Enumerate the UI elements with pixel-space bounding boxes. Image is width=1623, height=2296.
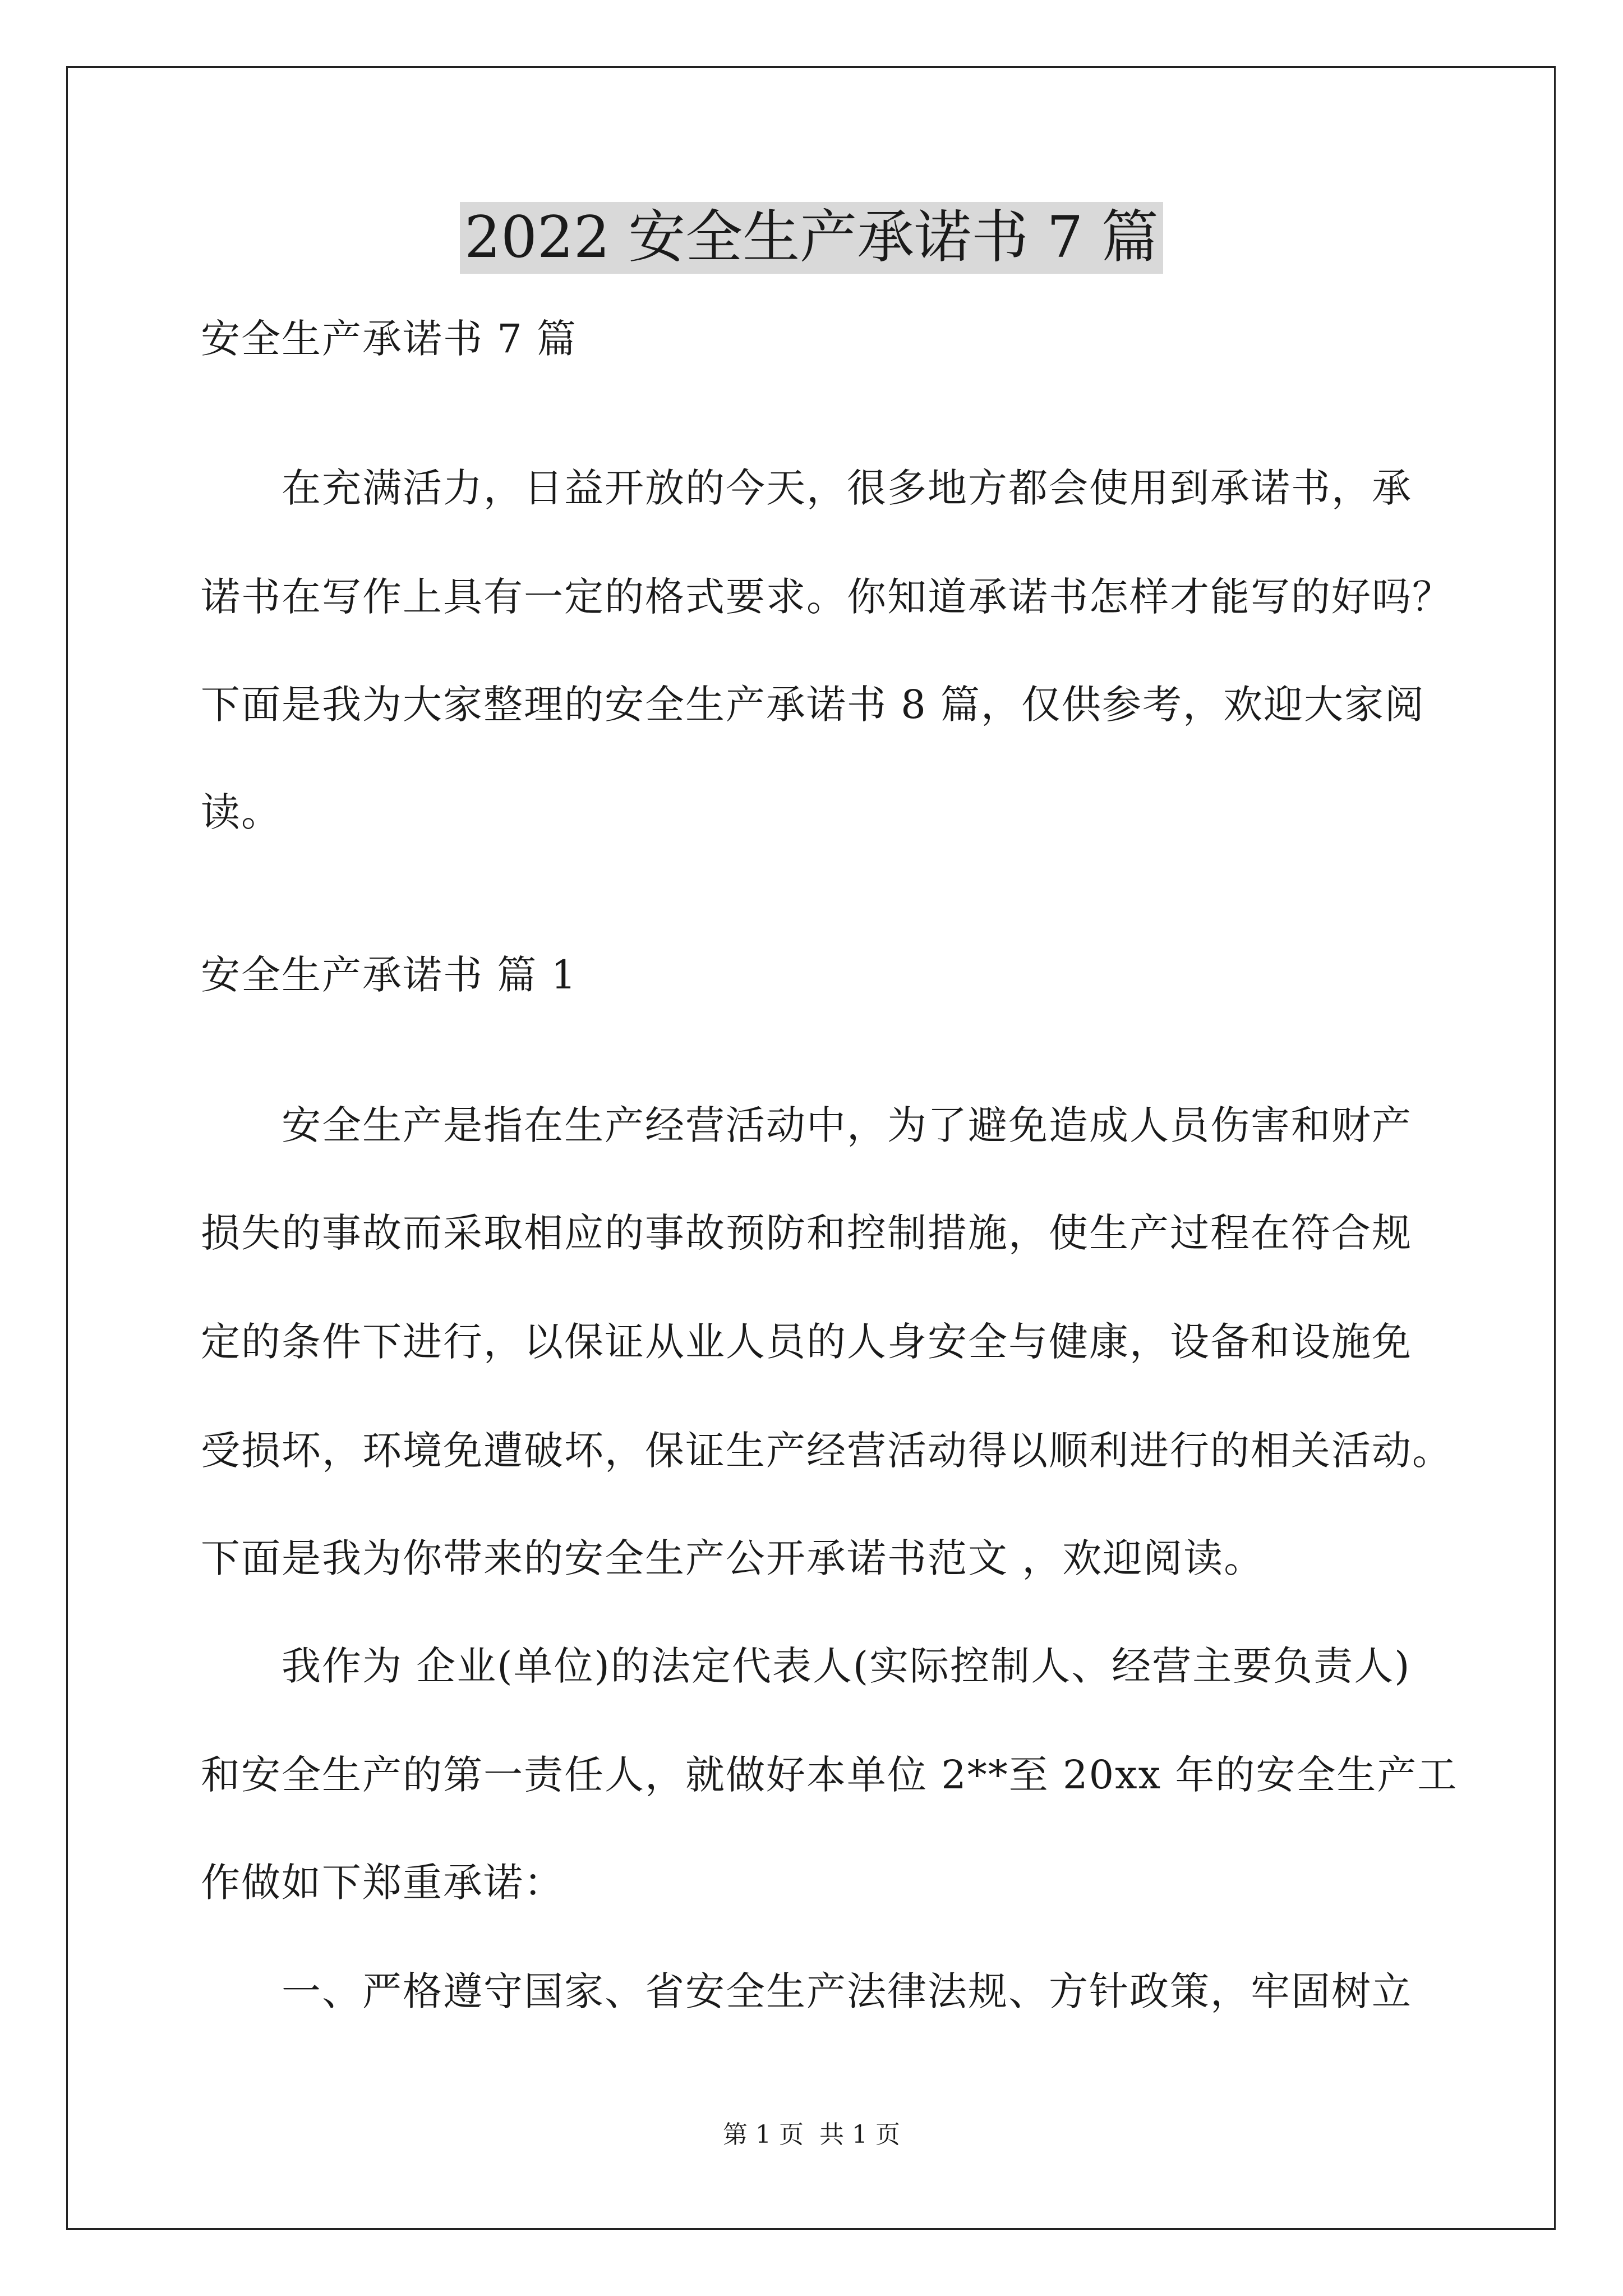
paragraph-line: 损失的事故而采取相应的事故预防和控制措施，使生产过程在符合规 — [201, 1210, 1412, 1256]
document-title: 2022 安全生产承诺书 7 篇 — [460, 202, 1163, 274]
subtitle-line: 安全生产承诺书 7 篇 — [201, 316, 578, 362]
paragraph-line: 一、严格遵守国家、省安全生产法律法规、方针政策，牢固树立 — [201, 1968, 1412, 2014]
paragraph-line: 读。 — [201, 789, 282, 835]
page-footer — [0, 2119, 1623, 2151]
paragraph-line: 安全生产是指在生产经营活动中，为了避免造成人员伤害和财产 — [201, 1102, 1412, 1148]
page-number-current: 第 1 页 — [723, 2120, 804, 2149]
paragraph-line: 受损坏，环境免遭破坏，保证生产经营活动得以顺利进行的相关活动。 — [201, 1428, 1453, 1474]
paragraph-line: 我作为 企业(单位)的法定代表人(实际控制人、经营主要负责人) — [201, 1643, 1411, 1689]
paragraph-line: 下面是我为你带来的安全生产公开承诺书范文 ，欢迎阅读。 — [201, 1535, 1265, 1581]
section-heading: 安全生产承诺书 篇 1 — [201, 952, 578, 998]
page-number-total: 共 1 页 — [819, 2120, 900, 2149]
paragraph-line: 诺书在写作上具有一定的格式要求。你知道承诺书怎样才能写的好吗？ — [201, 574, 1453, 620]
paragraph-line: 作做如下郑重承诺： — [201, 1860, 564, 1906]
paragraph-line: 和安全生产的第一责任人，就做好本单位 2**至 20xx 年的安全生产工 — [201, 1752, 1458, 1798]
paragraph-line: 下面是我为大家整理的安全生产承诺书 8 篇，仅供参考，欢迎大家阅 — [201, 682, 1426, 728]
paragraph-line: 定的条件下进行，以保证从业人员的人身安全与健康，设备和设施免 — [201, 1319, 1412, 1365]
paragraph-line: 在充满活力，日益开放的今天，很多地方都会使用到承诺书，承 — [201, 465, 1412, 511]
title-container — [0, 202, 1623, 274]
